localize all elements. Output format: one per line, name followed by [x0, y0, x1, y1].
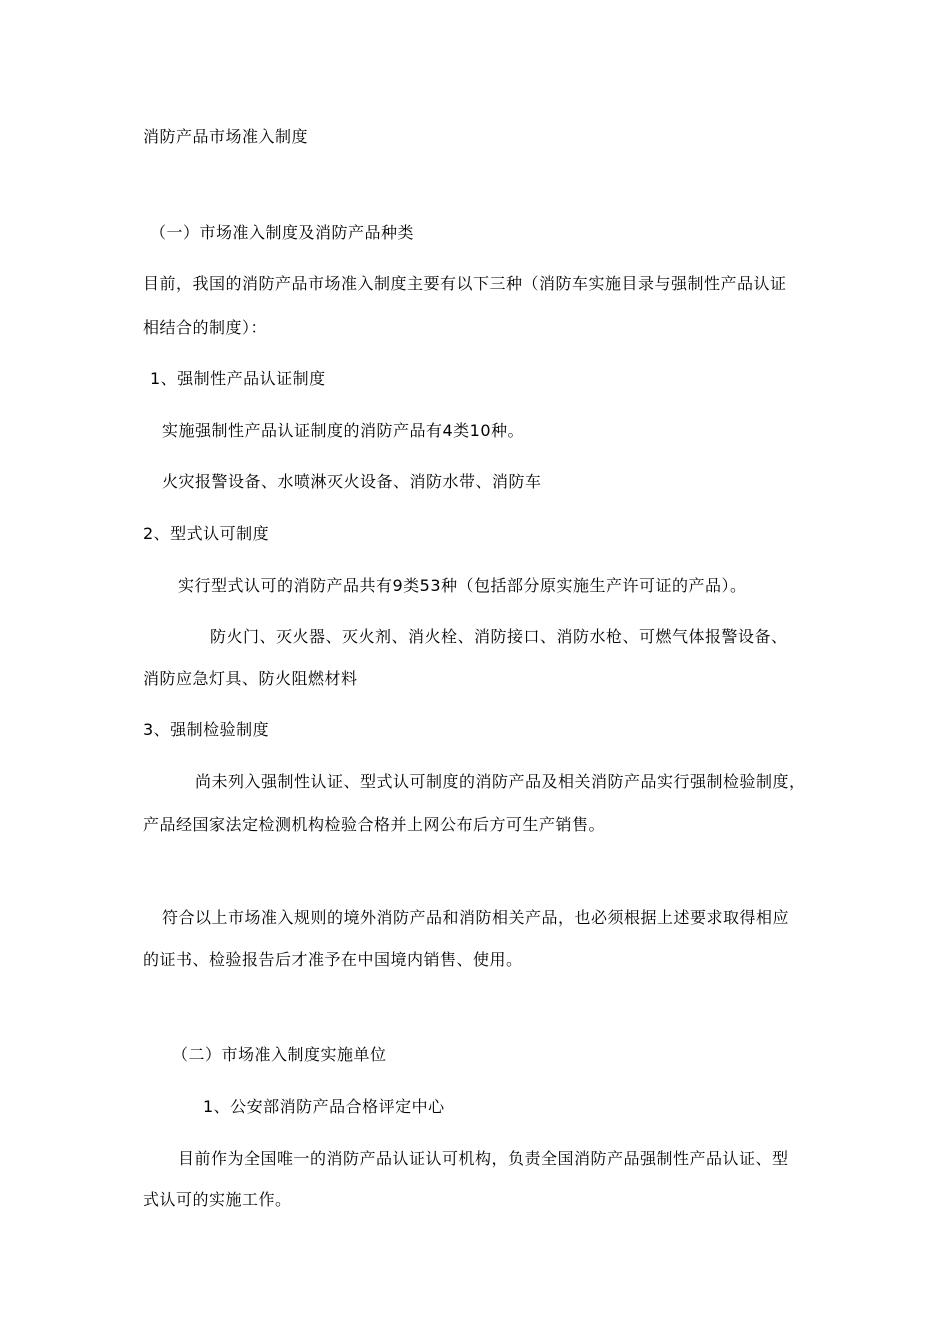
- item1-heading: 1、强制性产品认证制度: [150, 369, 326, 388]
- item1-examples: 火灾报警设备、水喷淋灭火设备、消防水带、消防车: [162, 472, 542, 491]
- item2-description: 实行型式认可的消防产品共有9类53种（包括部分原实施生产许可证的产品）。: [178, 576, 747, 595]
- section2-item1-description-line2: 式认可的实施工作。: [143, 1190, 292, 1209]
- item3-heading: 3、强制检验制度: [143, 720, 270, 739]
- item2-examples-line2: 消防应急灯具、防火阻燃材料: [143, 669, 358, 688]
- section2-item1-description-line1: 目前作为全国唯一的消防产品认证认可机构，负责全国消防产品强制性产品认证、型: [178, 1149, 789, 1168]
- section2-item1-heading: 1、公安部消防产品合格评定中心: [203, 1097, 445, 1116]
- item2-heading: 2、型式认可制度: [143, 524, 270, 543]
- note-line2: 的证书、检验报告后才准予在中国境内销售、使用。: [143, 950, 523, 969]
- note-line1: 符合以上市场准入规则的境外消防产品和消防相关产品，也必须根据上述要求取得相应: [162, 908, 790, 927]
- section1-intro-line2: 相结合的制度）：: [143, 318, 268, 337]
- item1-description: 实施强制性产品认证制度的消防产品有4类10种。: [162, 421, 525, 440]
- document-title: 消防产品市场准入制度: [143, 127, 309, 146]
- item3-description-line2: 产品经国家法定检测机构检验合格并上网公布后方可生产销售。: [143, 815, 606, 834]
- section2-heading: （二）市场准入制度实施单位: [172, 1045, 387, 1064]
- section1-heading: （一）市场准入制度及消防产品种类: [150, 223, 415, 242]
- item2-examples-line1: 防火门、灭火器、灭火剂、消火栓、消防接口、消防水枪、可燃气体报警设备、: [210, 627, 788, 646]
- section1-intro-line1: 目前，我国的消防产品市场准入制度主要有以下三种（消防车实施目录与强制性产品认证: [143, 274, 787, 293]
- item3-description-line1: 尚未列入强制性认证、型式认可制度的消防产品及相关消防产品实行强制检验制度，: [195, 772, 806, 791]
